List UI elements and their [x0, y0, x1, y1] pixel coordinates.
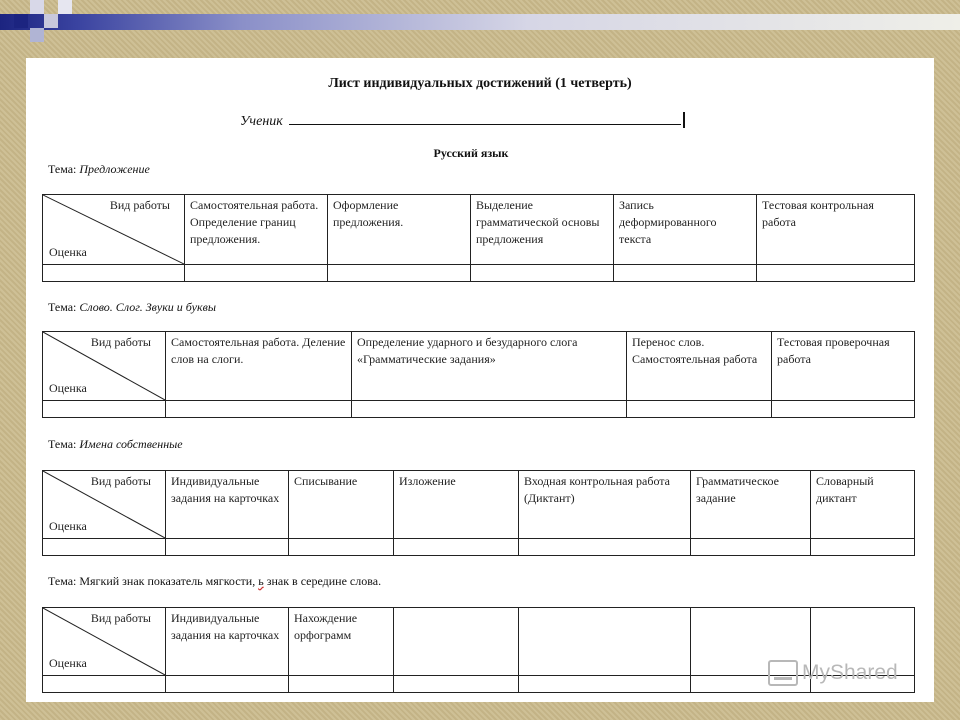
table-3-col-1: Индивидуальные задания на карточках — [166, 471, 289, 539]
grade-label: Оценка — [49, 656, 87, 670]
grade-label: Оценка — [49, 245, 87, 259]
document-title: Лист индивидуальных достижений (1 четверть) — [328, 76, 632, 91]
grade-cell[interactable] — [185, 265, 328, 282]
table-3-col-2: Списывание — [289, 471, 394, 539]
topic-4-prefix: Тема: Мягкий знак показатель мягкости, — [48, 574, 256, 588]
table-2-grade-row — [43, 401, 915, 418]
topic-1 — [48, 162, 150, 177]
decor-square-light — [30, 28, 44, 42]
grade-label: Оценка — [49, 519, 87, 533]
presentation-icon — [768, 660, 798, 686]
grade-cell[interactable] — [811, 539, 915, 556]
work-type-label: Вид работы — [90, 611, 151, 625]
grade-cell[interactable] — [166, 539, 289, 556]
table-4-col-3 — [394, 608, 519, 676]
table-2-col-4: Тестовая проверочная работа — [772, 332, 915, 401]
table-1-col-2: Оформление предложения. — [328, 195, 471, 265]
table-1-grade-row — [43, 265, 915, 282]
table-2-col-3: Перенос слов. Самостоятельная работа — [627, 332, 772, 401]
grade-cell[interactable] — [627, 401, 772, 418]
student-name-line[interactable] — [289, 110, 681, 125]
grade-cell[interactable] — [519, 539, 691, 556]
table-2-corner-cell — [43, 332, 166, 401]
table-3-grade-row — [43, 539, 915, 556]
slide-top-bar — [0, 0, 960, 42]
table-3-col-3: Изложение — [394, 471, 519, 539]
text-cursor — [683, 112, 685, 128]
grade-cell[interactable] — [691, 539, 811, 556]
topic-4 — [48, 574, 381, 589]
decor-square-light — [30, 0, 44, 14]
table-4-col-1: Индивидуальные задания на карточках — [166, 608, 289, 676]
grade-cell[interactable] — [43, 401, 166, 418]
work-type-label: Вид работы — [90, 474, 151, 488]
grade-cell[interactable] — [166, 676, 289, 693]
grade-cell[interactable] — [757, 265, 915, 282]
decor-square-light — [58, 0, 72, 14]
student-label: Ученик — [240, 114, 283, 129]
grades-table-3 — [42, 470, 915, 556]
grade-cell[interactable] — [289, 539, 394, 556]
table-3-col-6: Словарный диктант — [811, 471, 915, 539]
topic-3-name: Имена собственные — [79, 437, 183, 451]
table-1-col-5: Тестовая контрольная работа — [757, 195, 915, 265]
work-type-label: Вид работы — [90, 335, 151, 349]
topic-3 — [48, 437, 183, 452]
table-4-col-2: Нахождение орфограмм — [289, 608, 394, 676]
grade-cell[interactable] — [328, 265, 471, 282]
subject-heading: Русский язык — [433, 146, 509, 160]
grade-cell[interactable] — [352, 401, 627, 418]
table-2-col-2: Определение ударного и безударного слога «Грамматические задания» — [352, 332, 627, 401]
watermark-text: MyShared — [802, 661, 898, 684]
document-page — [26, 58, 934, 702]
topic-2 — [48, 300, 216, 315]
decor-square-light — [44, 14, 58, 28]
grade-cell[interactable] — [772, 401, 915, 418]
table-3-col-5: Грамматическое задание — [691, 471, 811, 539]
table-2-col-1: Самостоятельная работа. Деление слов на слоги. — [166, 332, 352, 401]
grade-cell[interactable] — [43, 676, 166, 693]
grade-label: Оценка — [49, 381, 87, 395]
grade-cell[interactable] — [394, 539, 519, 556]
table-4-corner-cell — [43, 608, 166, 676]
table-1-col-3: Выделение грамматической основы предложения — [471, 195, 614, 265]
table-3-col-4: Входная контрольная работа (Диктант) — [519, 471, 691, 539]
grade-cell[interactable] — [614, 265, 757, 282]
topic-4-mark: ь — [258, 574, 264, 588]
table-4-col-4 — [519, 608, 691, 676]
grade-cell[interactable] — [519, 676, 691, 693]
table-1-col-4: Запись деформированного текста — [614, 195, 757, 265]
work-type-label: Вид работы — [109, 198, 170, 212]
topic-4-suffix: знак в середине слова. — [266, 574, 382, 588]
top-gradient-bar — [0, 14, 960, 30]
topic-1-name: Предложение — [79, 162, 150, 176]
grades-table-2 — [42, 331, 915, 418]
grade-cell[interactable] — [43, 265, 185, 282]
grade-cell[interactable] — [471, 265, 614, 282]
grade-cell[interactable] — [289, 676, 394, 693]
topic-2-prefix: Тема: — [48, 300, 77, 314]
grades-table-1 — [42, 194, 915, 282]
watermark — [768, 660, 898, 686]
table-1-corner-cell — [43, 195, 185, 265]
grade-cell[interactable] — [394, 676, 519, 693]
student-field — [240, 110, 685, 130]
grade-cell[interactable] — [43, 539, 166, 556]
topic-3-prefix: Тема: — [48, 437, 77, 451]
table-1-col-1: Самостоятельная работа. Определение границ предложения. — [185, 195, 328, 265]
topic-1-prefix: Тема: — [48, 162, 77, 176]
table-3-corner-cell — [43, 471, 166, 539]
topic-2-name: Слово. Слог. Звуки и буквы — [79, 300, 216, 314]
decor-square-dark — [14, 14, 28, 28]
grade-cell[interactable] — [166, 401, 352, 418]
